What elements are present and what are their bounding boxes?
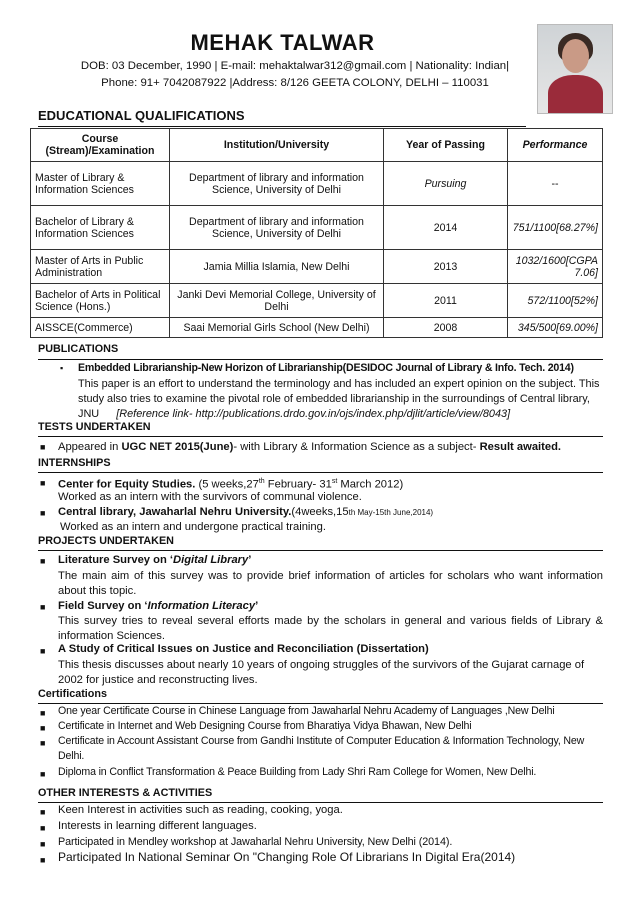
publication-reference: [Reference link- http://publications.drdo.gov.in/ojs/index.php/djlit/article/view/8043] (116, 408, 511, 420)
project-2-desc: This survey tries to reveal several efforts made by the scholars in general and various fields of Library & information Sciences. (58, 615, 603, 642)
square-bullet-icon: ■ (40, 855, 46, 865)
internships-rule (38, 472, 603, 473)
education-heading: EDUCATIONAL QUALIFICATIONS (38, 108, 245, 123)
header-course: Course (Stream)/Examination (31, 129, 170, 162)
cell-institution: Jamia Millia Islamia, New Delhi (170, 250, 384, 284)
square-bullet-icon: ■ (40, 556, 46, 566)
project-2: Field Survey on ‘Information Literacy’ (58, 600, 259, 612)
interest-item: Interests in learning different languages. (58, 820, 257, 832)
table-header-row (31, 129, 603, 162)
square-bullet-icon: ■ (40, 646, 46, 656)
square-bullet-icon: ■ (40, 602, 46, 612)
cell-year: Pursuing (384, 162, 508, 206)
square-bullet-icon: ■ (40, 708, 46, 718)
contact-line-1: DOB: 03 December, 1990 | E-mail: mehaktalwar312@gmail.com | Nationality: Indian| (80, 60, 510, 72)
cell-institution: Saai Memorial Girls School (New Delhi) (170, 318, 384, 338)
education-table (30, 128, 603, 338)
cell-performance: 1032/1600[CGPA 7.06] (508, 250, 603, 284)
square-bullet-icon: ■ (40, 807, 46, 817)
square-bullet-icon: ■ (40, 769, 46, 779)
square-bullet-icon: ▪ (60, 363, 64, 373)
cell-performance: 572/1100[52%] (508, 284, 603, 318)
publications-rule (38, 359, 603, 360)
profile-photo (537, 24, 613, 114)
square-bullet-icon: ■ (40, 839, 46, 849)
cell-course: Bachelor of Arts in Political Science (Hons.) (31, 284, 170, 318)
interest-item: Participated in Mendley workshop at Jawaharlal Nehru University, New Delhi (2014). (58, 836, 453, 848)
project-1: Literature Survey on ‘Digital Library’ (58, 554, 252, 566)
table-row (31, 318, 603, 338)
cell-course: Bachelor of Library & Information Sciences (31, 206, 170, 250)
projects-heading: PROJECTS UNDERTAKEN (38, 535, 174, 547)
test-item: Appeared in UGC NET 2015(June)- with Library & Information Science as a subject- Result awaited. (58, 441, 562, 453)
cell-course: AISSCE(Commerce) (31, 318, 170, 338)
projects-rule (38, 550, 603, 551)
cell-year: 2013 (384, 250, 508, 284)
contact-line-2: Phone: 91+ 7042087922 |Address: 8/126 GEETA COLONY, DELHI – 110031 (101, 77, 489, 89)
cert-item: One year Certificate Course in Chinese Language from Jawaharlal Nehru Academy of Languages ,New Delhi (58, 705, 555, 717)
cell-year: 2014 (384, 206, 508, 250)
internship-1-desc: Worked as an intern with the survivors of communal violence. (58, 491, 362, 503)
publications-heading: PUBLICATIONS (38, 343, 119, 355)
square-bullet-icon: ■ (40, 478, 46, 488)
project-3: A Study of Critical Issues on Justice and Reconciliation (Dissertation) (58, 643, 429, 655)
cell-performance: 345/500[69.00%] (508, 318, 603, 338)
square-bullet-icon: ■ (40, 723, 46, 733)
project-1-desc: The main aim of this survey was to provide brief information of articles for scholars who want information about this topic. (58, 570, 603, 597)
internship-2: Central library, Jawaharlal Nehru University.(4weeks,15th May-15th June,2014) (58, 506, 434, 518)
square-bullet-icon: ■ (40, 823, 46, 833)
other-heading: OTHER INTERESTS & ACTIVITIES (38, 787, 213, 799)
tests-heading: TESTS UNDERTAKEN (38, 421, 151, 433)
square-bullet-icon: ■ (40, 508, 46, 518)
cell-year: 2008 (384, 318, 508, 338)
internship-1: Center for Equity Studies. (5 weeks,27th February- 31st March 2012) (58, 478, 404, 491)
table-row (31, 162, 603, 206)
cell-year: 2011 (384, 284, 508, 318)
internship-2-desc: Worked as an intern and undergone practical training. (60, 521, 326, 533)
table-row (31, 284, 603, 318)
certifications-heading: Certifications (38, 688, 107, 700)
cell-institution: Department of library and information Science, University of Delhi (170, 162, 384, 206)
cert-item: Diploma in Conflict Transformation & Peace Building from Lady Shri Ram College for Women, New Delhi. (58, 766, 537, 778)
internships-heading: INTERNSHIPS (38, 457, 111, 469)
cert-item: Certificate in Account Assistant Course from Gandhi Institute of Computer Education & Information Technology, New Delhi. (58, 735, 585, 762)
project-3-desc: This thesis discusses about nearly 10 years of ongoing struggles of the survivors of the Gujarat carnage of 2002 for justice and reconstructing lives. (58, 659, 585, 686)
cell-institution: Department of library and information Science, University of Delhi (170, 206, 384, 250)
tests-rule (38, 436, 603, 437)
header-institution: Institution/University (170, 129, 384, 162)
table-row (31, 250, 603, 284)
cell-performance: 751/1100[68.27%] (508, 206, 603, 250)
square-bullet-icon: ■ (40, 442, 46, 452)
contact-info (60, 58, 530, 92)
cell-course: Master of Arts in Public Administration (31, 250, 170, 284)
publication-description: This paper is an effort to understand the terminology and has included an expert opinion on the subject. This study also tries to examine the pivotal role of embedded librarianship in the surroundings of Central library, JNU (78, 378, 600, 420)
cert-item: Certificate in Internet and Web Designing Course from Bharatiya Vidya Bhawan, New Delhi (58, 720, 472, 732)
header-performance: Performance (508, 129, 603, 162)
education-rule (38, 126, 526, 127)
square-bullet-icon: ■ (40, 738, 46, 748)
interest-item: Keen Interest in activities such as reading, cooking, yoga. (58, 804, 343, 816)
interest-item: Participated In National Seminar On "Changing Role Of Librarians In Digital Era(2014) (58, 850, 516, 864)
header-year: Year of Passing (384, 129, 508, 162)
cell-institution: Janki Devi Memorial College, University of Delhi (170, 284, 384, 318)
candidate-name: MEHAK TALWAR (190, 30, 375, 55)
cell-course: Master of Library & Information Sciences (31, 162, 170, 206)
publication-title: Embedded Librarianship-New Horizon of Librarianship(DESIDOC Journal of Library & Info. Tech. 2014) (78, 362, 574, 374)
table-row (31, 206, 603, 250)
cell-performance: -- (508, 162, 603, 206)
